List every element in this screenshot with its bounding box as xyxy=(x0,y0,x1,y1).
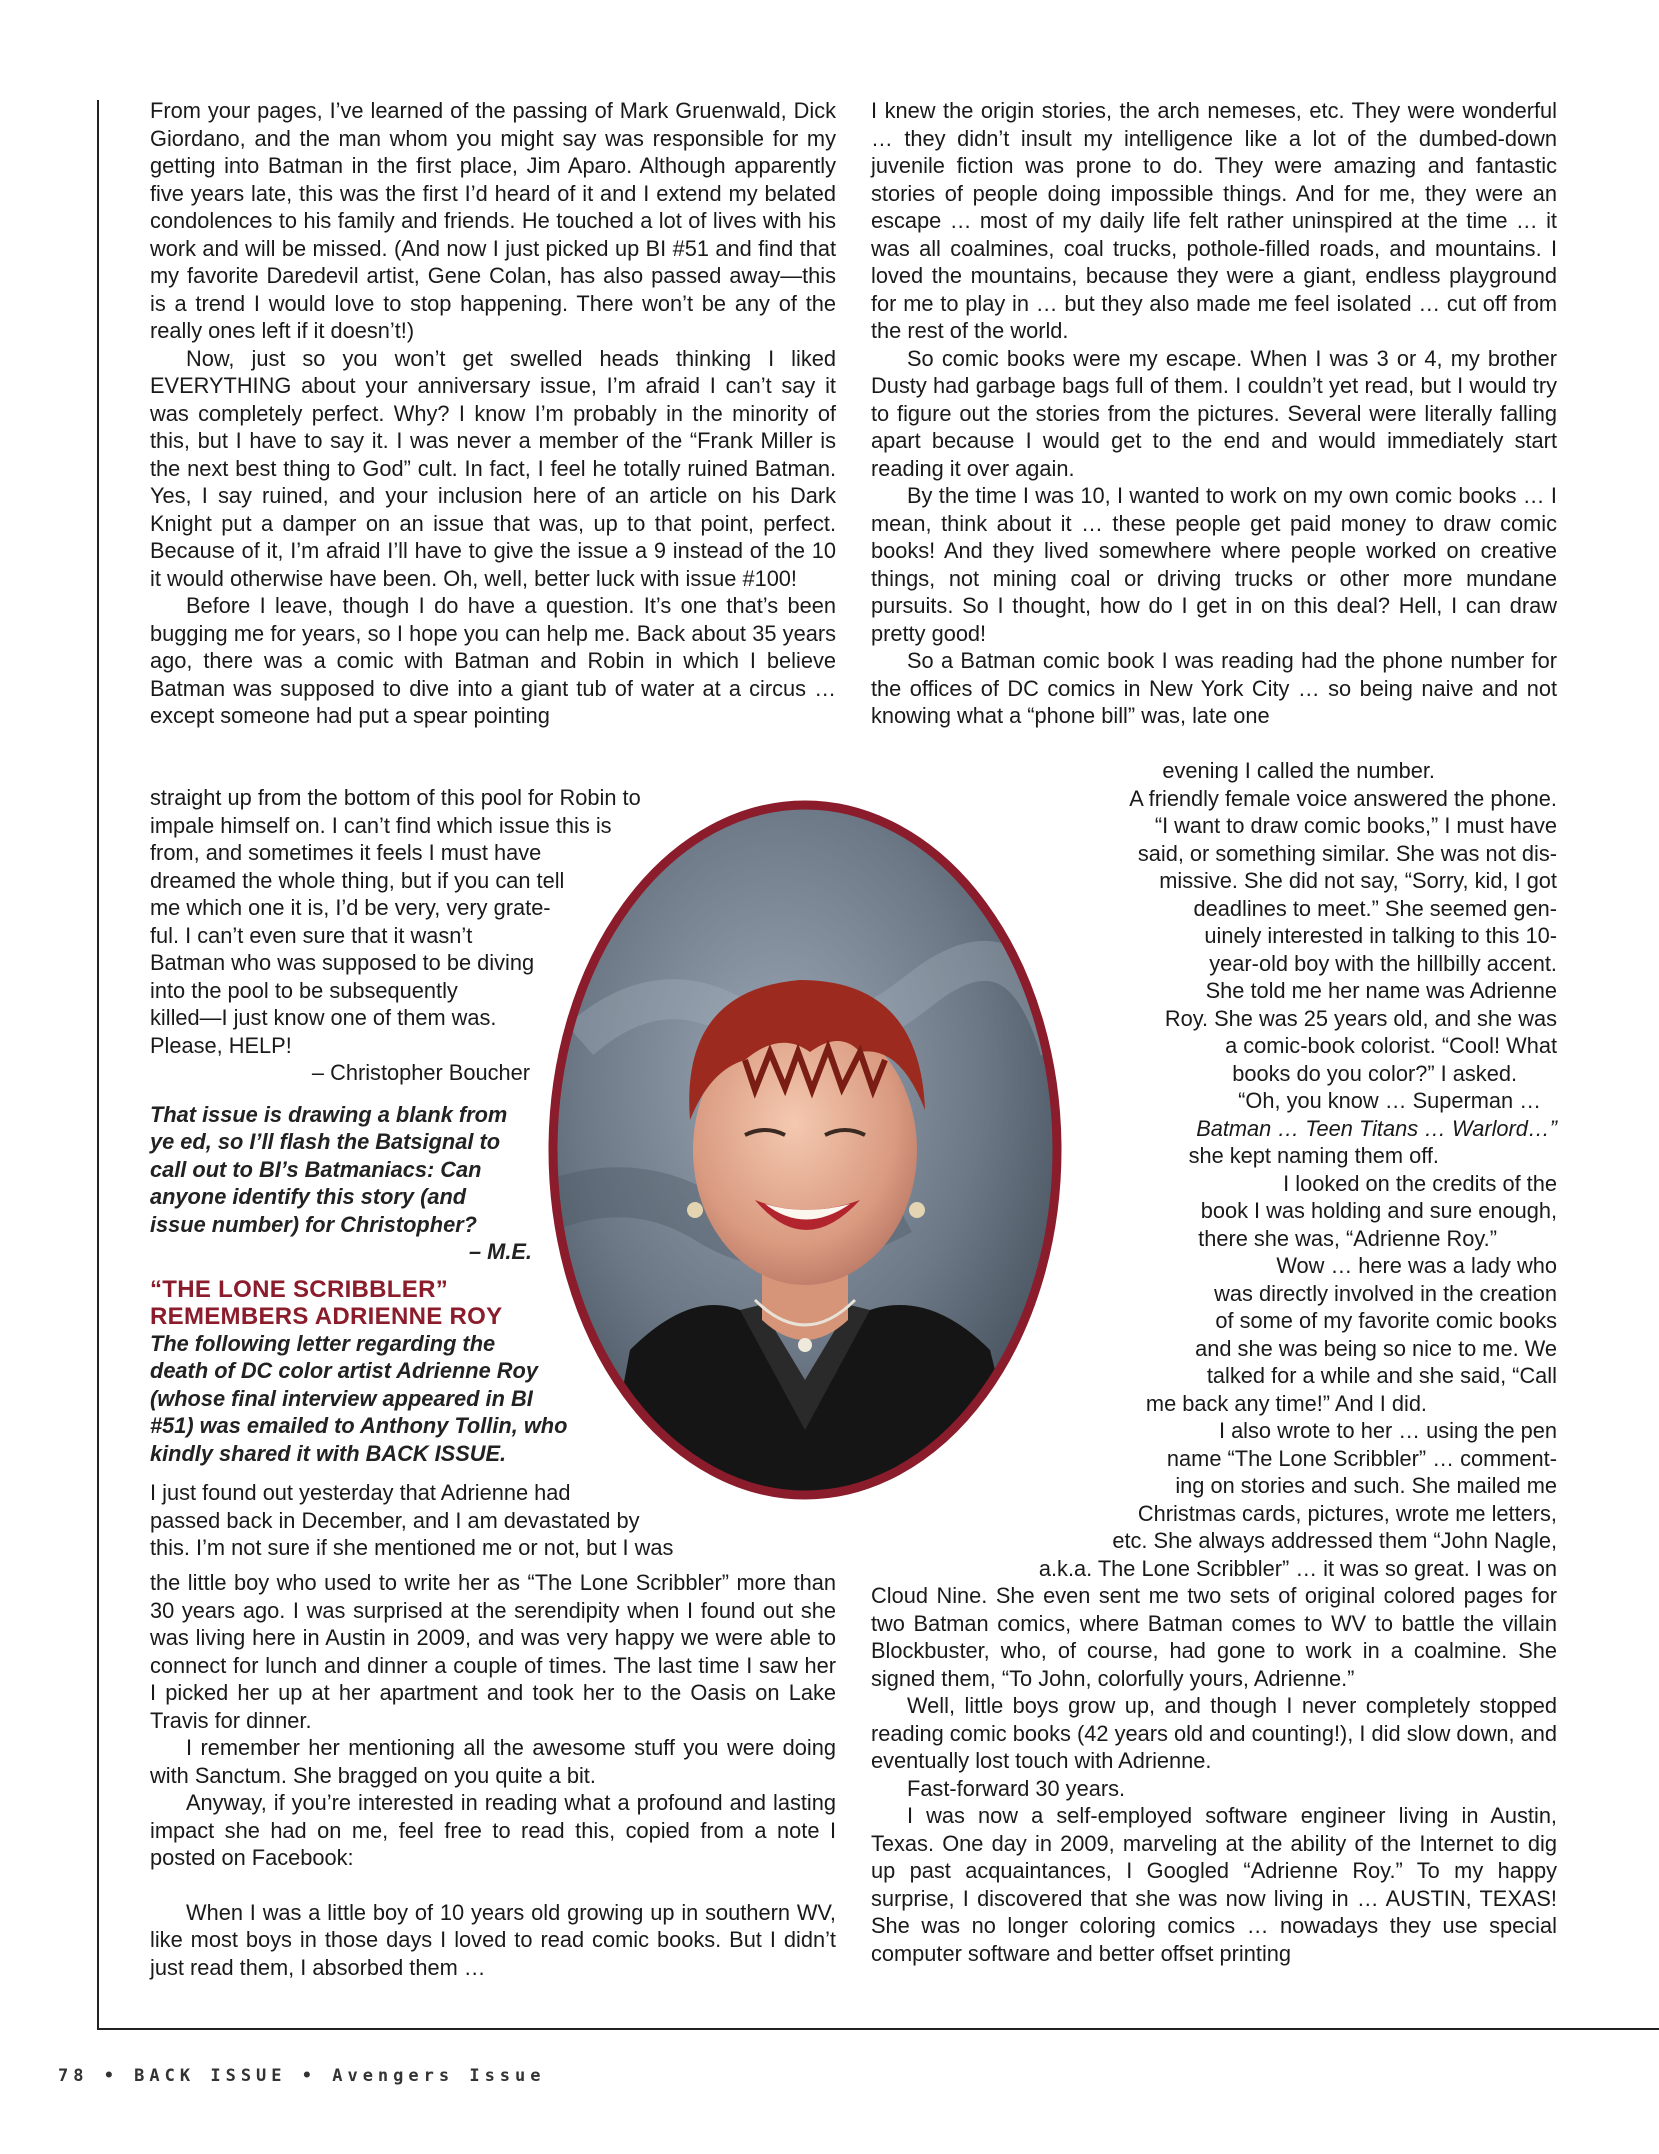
wrap-line: Please, HELP! xyxy=(150,1032,292,1058)
left-paragraph-3: Before I leave, though I do have a question. It’s one that’s been bugging me for years, so I hope you can help me. Back about 35 years ago, there was a comic with Batman and Robin in which I believe Batman was supposed to dive into a giant tub of water at a circus … except someone had put a spear pointing xyxy=(150,593,836,728)
editor-line: anyone identify this story (and xyxy=(150,1184,467,1209)
wrap-line: Wow … here was a lady who xyxy=(1276,1253,1557,1278)
intro-line: death of DC color artist Adrienne Roy xyxy=(150,1358,538,1383)
right-paragraph-6: Well, little boys grow up, and though I never completely stopped reading comic books (42 years old and counting!), I did slow down, and eventually lost touch with Adrienne. xyxy=(871,1693,1557,1773)
wrap-line: books do you color?” I asked. xyxy=(1232,1060,1517,1086)
right-paragraph-7: Fast-forward 30 years. xyxy=(907,1775,1126,1801)
wrap-line: and she was being so nice to me. We xyxy=(1195,1335,1557,1361)
wrap-line: ing on stories and such. She mailed me xyxy=(1175,1473,1557,1498)
wrap-line: ful. I can’t even sure that it wasn’t xyxy=(150,922,473,948)
wrap-line: book I was holding and sure enough, xyxy=(1200,1198,1557,1223)
editor-line: issue number) for Christopher? xyxy=(150,1211,477,1237)
wrap-line: from, and sometimes it feels I must have xyxy=(150,840,542,865)
wrap-line: Roy. She was 25 years old, and she was xyxy=(1164,1005,1557,1031)
left-paragraph-2: Now, just so you won’t get swelled heads thinking I liked EVERYTHING about your anniversary issue, I’m afraid I can’t say it was completely perfect. Why? I know I’m probably in the minority of this, but I have to say it. I was never a member of the “Frank Miller is the next best thing to God” cult. In fact, I feel he totally ruined Batman. Yes, I say ruined, and your inclusion here of an article on his Dark Knight put a damper on an issue that was, up to that point, perfect. Because of it, I’m afraid I’ll have to give the issue a 9 instead of the 10 it would otherwise have been. Oh, well, better luck with issue #100! xyxy=(150,345,836,591)
wrap-line: impale himself on. I can’t find which issue this is xyxy=(150,812,612,838)
wrap-line: Batman … Teen Titans … Warlord…” xyxy=(1196,1115,1557,1141)
wrap-line: Batman who was supposed to be diving xyxy=(150,950,535,975)
wrap-line: I looked on the credits of the xyxy=(1283,1170,1557,1196)
wrap-line: missive. She did not say, “Sorry, kid, I got xyxy=(1159,868,1557,893)
right-paragraph-3: By the time I was 10, I wanted to work on my own comic books … I mean, think about it … these people get paid money to draw comic books! And they lived somewhere where people worked on creative things, not mining coal or driving trucks or other more mundane pursuits. So I thought, how do I get in on this deal? Hell, I can draw pretty good! xyxy=(871,483,1557,646)
section-heading-line-1: “THE LONE SCRIBBLER” xyxy=(150,1275,449,1303)
left-column xyxy=(150,97,836,730)
wrap-line: uinely interested in talking to this 10- xyxy=(1204,923,1557,948)
wrap-line: me which one it is, I’d be very, very grate- xyxy=(150,895,551,920)
wrap-line: deadlines to meet.” She seemed gen- xyxy=(1193,895,1557,921)
editor-line: That issue is drawing a blank from xyxy=(150,1101,508,1127)
editor-signature: – M.E. xyxy=(469,1239,532,1264)
left-margin-rule xyxy=(97,100,99,2030)
intro-line: kindly shared it with BACK ISSUE. xyxy=(150,1440,507,1466)
wrap-line: name “The Lone Scribbler” … comment- xyxy=(1166,1445,1557,1471)
left-paragraph-7: When I was a little boy of 10 years old growing up in southern WV, like most boys in those days I loved to read comic books. But I didn’t just read them, I absorbed them … xyxy=(150,1899,836,1980)
left-paragraph-4: the little boy who used to write her as “The Lone Scribbler” more than 30 years ago. I was surprised at the serendipity when I found out she was living here in Austin in 2009, and was very happy we were able to connect for lunch and dinner a couple of times. The last time I saw her I picked her up at her apartment and took her to the Oasis on Lake Travis for dinner. xyxy=(150,1570,836,1733)
wrap-line: dreamed the whole thing, but if you can tell xyxy=(150,867,565,893)
wrap-line: A friendly female voice answered the phone. xyxy=(1129,785,1557,811)
left-paragraph-6: Anyway, if you’re interested in reading what a profound and lasting impact she had on me, feel free to read this, copied from a note I posted on Facebook: xyxy=(150,1790,836,1870)
wrap-line: passed back in December, and I am devastated by xyxy=(150,1507,640,1533)
right-column-bottom xyxy=(871,1582,1557,1967)
wrap-line: evening I called the number. xyxy=(1162,758,1435,783)
wrap-line: straight up from the bottom of this pool for Robin to xyxy=(150,785,641,810)
letter-signature: – Christopher Boucher xyxy=(311,1060,530,1085)
wrap-line: a comic-book colorist. “Cool! What xyxy=(1225,1033,1557,1058)
wrap-line: She told me her name was Adrienne xyxy=(1205,978,1557,1003)
right-paragraph-4: So a Batman comic book I was reading had the phone number for the offices of DC comics in New York City … so being naive and not knowing what a “phone bill” was, late one xyxy=(871,648,1557,728)
wrap-line: a.k.a. The Lone Scribbler” … it was so great. I was on xyxy=(1038,1555,1557,1581)
right-paragraph-5: Cloud Nine. She even sent me two sets of original colored pages for two Batman comics, where Batman comes to WV to battle the villain Blockbuster, who, of course, had gone to work in a coalmine. She signed them, “To John, colorfully yours, Adrienne.” xyxy=(871,1583,1557,1691)
wrap-line: this. I’m not sure if she mentioned me or not, but I was xyxy=(150,1535,674,1560)
left-paragraph-1: From your pages, I’ve learned of the passing of Mark Gruenwald, Dick Giordano, and the man whom you might say was responsible for my getting into Batman in the first place, Jim Aparo. Although apparently five years late, this was the first I’d heard of it and I extend my belated condolences to his family and friends. He touched a lot of lives with his work and will be missed. (And now I just picked up BI #51 and find that my favorite Daredevil artist, Gene Colan, has also passed away—this is a trend I would love to stop happening. There won’t be any of the really ones left if it doesn’t!) xyxy=(150,98,836,343)
wrap-line: killed—I just know one of them was. xyxy=(150,1005,497,1030)
right-paragraph-8: I was now a self-employed software engineer living in Austin, Texas. One day in 2009, marveling at the ability of the Internet to dig up past acquaintances, I Googled “Adrienne Roy.” To my happy surprise, I discovered that she was now living in … AUSTIN, TEXAS! She was no longer coloring comics … nowadays they use special computer software and better offset printing xyxy=(871,1803,1557,1966)
intro-line: (whose final interview appeared in BI xyxy=(150,1385,533,1411)
footer-rule xyxy=(97,2028,1659,2030)
wrap-line: was directly involved in the creation xyxy=(1214,1280,1557,1306)
portrait-photo xyxy=(540,790,1070,1510)
right-paragraph-2: So comic books were my escape. When I was 3 or 4, my brother Dusty had garbage bags full of them. I couldn’t yet read, but I would try to figure out the stories from the pictures. Several were literally falling apart because I would get to the end and would immediately start reading it over again. xyxy=(871,345,1557,481)
wrap-line: me back any time!” And I did. xyxy=(1145,1390,1427,1416)
wrap-line: she kept naming them off. xyxy=(1188,1143,1439,1168)
wrap-line: I just found out yesterday that Adrienne had xyxy=(150,1480,571,1505)
wrap-line: etc. She always addressed them “John Nagle, xyxy=(1112,1528,1557,1553)
wrap-line: “I want to draw comic books,” I must have xyxy=(1154,813,1557,838)
intro-line: #51) was emailed to Anthony Tollin, who xyxy=(150,1413,568,1438)
wrap-line: year-old boy with the hillbilly accent. xyxy=(1209,950,1557,976)
wrap-line: “Oh, you know … Superman … xyxy=(1238,1088,1541,1113)
page-footer: 78 • BACK ISSUE • Avengers Issue xyxy=(58,2066,546,2086)
editor-line: ye ed, so I’ll flash the Batsignal to xyxy=(150,1129,501,1154)
wrap-line: I also wrote to her … using the pen xyxy=(1218,1418,1557,1443)
wrap-line: there she was, “Adrienne Roy.” xyxy=(1198,1225,1497,1251)
wrap-line: Christmas cards, pictures, wrote me letters, xyxy=(1137,1500,1557,1526)
right-column xyxy=(871,97,1557,730)
intro-line: The following letter regarding the xyxy=(150,1330,496,1356)
wrap-line: of some of my favorite comic books xyxy=(1215,1308,1557,1333)
right-paragraph-1: I knew the origin stories, the arch nemeses, etc. They were wonderful … they didn’t insult my intelligence like a lot of the dumbed-down juvenile fiction was prone to do. They were amazing and fantastic stories of people doing impossible things. And for me, they were an escape … most of my daily life felt rather uninspired at the time … it was all coalmines, coal trucks, pothole-filled roads, and mountains. I loved the mountains, because they were a giant, endless playground for me to play in … but they also made me feel isolated … cut off from the rest of the world. xyxy=(871,98,1557,343)
left-paragraph-5: I remember her mentioning all the awesome stuff you were doing with Sanctum. She bragged on you quite a bit. xyxy=(150,1735,836,1788)
editor-line: call out to BI’s Batmaniacs: Can xyxy=(150,1156,482,1182)
wrap-line: talked for a while and she said, “Call xyxy=(1206,1363,1557,1388)
section-heading-line-2: REMEMBERS ADRIENNE ROY xyxy=(150,1302,503,1330)
wrap-line: into the pool to be subsequently xyxy=(150,977,458,1003)
wrap-line: said, or something similar. She was not dis- xyxy=(1137,840,1557,866)
left-column-bottom xyxy=(150,1569,836,1981)
